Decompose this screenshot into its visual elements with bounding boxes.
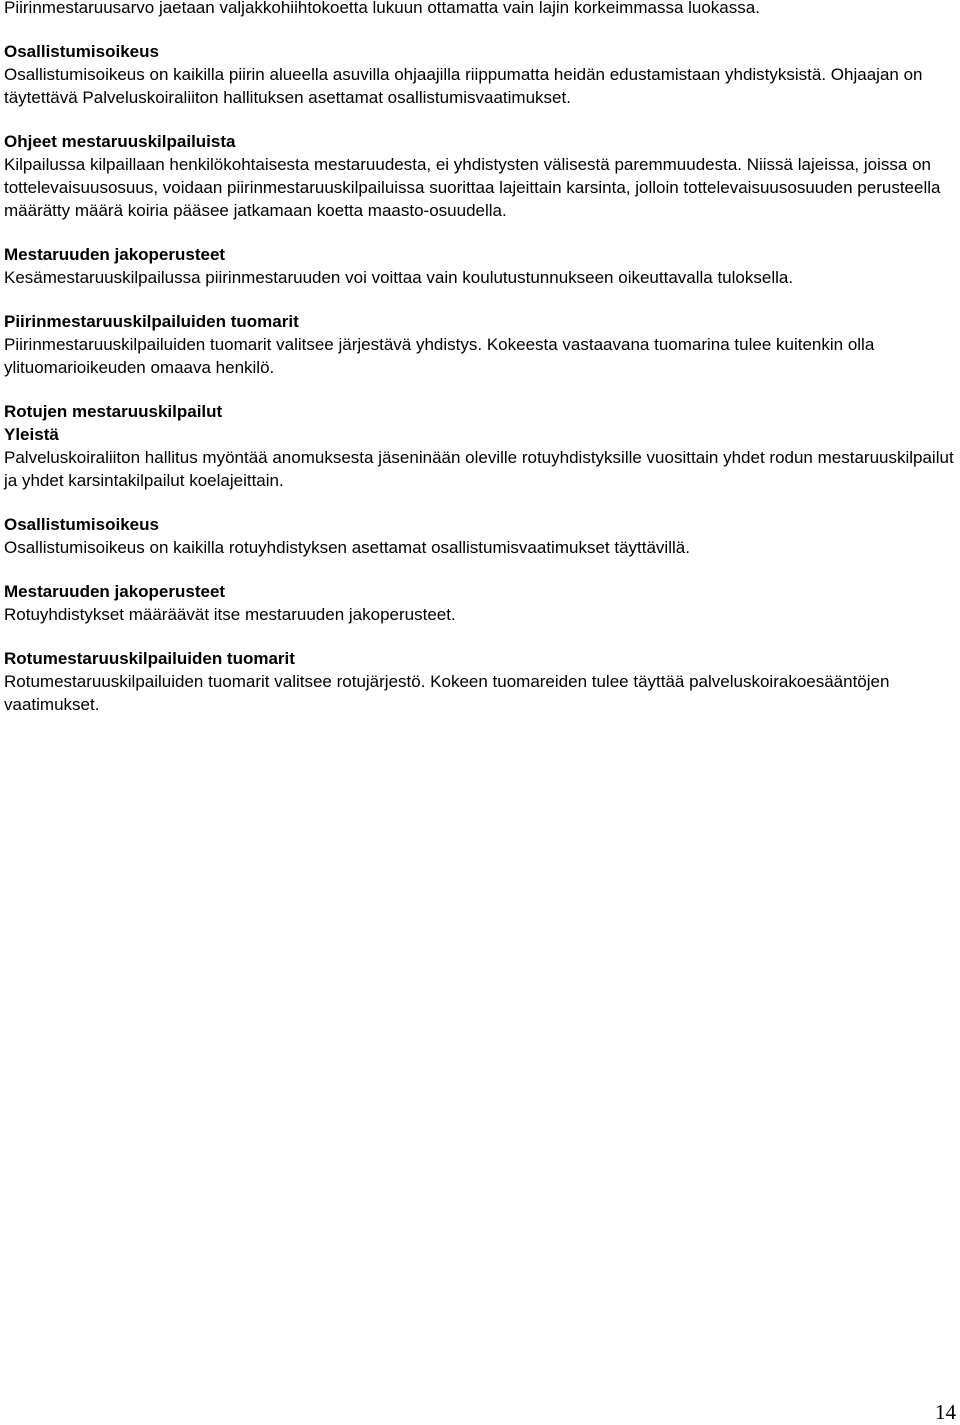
section-body: Rotuyhdistykset määräävät itse mestaruuden jakoperusteet.	[4, 605, 456, 624]
section-body: Kesämestaruuskilpailussa piirinmestaruuden voi voittaa vain koulutustunnukseen oikeuttavalla tuloksella.	[4, 268, 794, 287]
section-body: Osallistumisoikeus on kaikilla rotuyhdistyksen asettamat osallistumisvaatimukset täyttävillä.	[4, 538, 690, 557]
section-body: Palveluskoiraliiton hallitus myöntää anomuksesta jäseninään oleville rotuyhdistyksille vuosittain yhdet rodun mestaruuskilpailut ja yhdet karsintakilpailut koelajeittain.	[4, 448, 954, 490]
section-heading: Ohjeet mestaruuskilpailuista	[4, 132, 236, 151]
section-heading: Osallistumisoikeus	[4, 42, 159, 61]
section-body: Piirinmestaruuskilpailuiden tuomarit valitsee järjestävä yhdistys. Kokeesta vastaavana tuomarina tulee kuitenkin olla ylituomarioikeuden omaava henkilö.	[4, 335, 875, 377]
section-body: Kilpailussa kilpaillaan henkilökohtaisesta mestaruudesta, ei yhdistysten välisestä paremmuudesta. Niissä lajeissa, joissa on tottelevaisuusosuus, voidaan piirinmestaruuskilpailuissa suorittaa lajeittain karsinta, jolloin tottelevaisuusosuuden perusteella määrätty määrä koiria pääsee jatkamaan koetta maasto-osuudella.	[4, 155, 941, 220]
section-heading: Osallistumisoikeus	[4, 515, 159, 534]
breed-section-subtitle: Yleistä	[4, 425, 59, 444]
section-competition-instructions	[4, 130, 954, 222]
section-breed-participation	[4, 513, 954, 559]
section-participation	[4, 40, 954, 109]
section-breed-championships	[4, 400, 954, 492]
section-breed-judges	[4, 647, 954, 716]
page-number: 14	[935, 1400, 956, 1424]
section-breed-criteria	[4, 580, 954, 626]
section-championship-criteria	[4, 243, 954, 289]
section-heading: Mestaruuden jakoperusteet	[4, 245, 226, 264]
section-body: Rotumestaruuskilpailuiden tuomarit valitsee rotujärjestö. Kokeen tuomareiden tulee täyttää palveluskoirakoesääntöjen vaatimukset.	[4, 672, 890, 714]
section-heading: Mestaruuden jakoperusteet	[4, 582, 226, 601]
section-body: Osallistumisoikeus on kaikilla piirin alueella asuvilla ohjaajilla riippumatta heidän edustamistaan yhdistyksistä. Ohjaajan on täytettävä Palveluskoiraliiton hallituksen asettamat osallistumisvaatimukset.	[4, 65, 923, 107]
document-body	[4, 0, 954, 737]
section-judges	[4, 310, 954, 379]
breed-section-title: Rotujen mestaruuskilpailut	[4, 402, 223, 421]
section-heading: Rotumestaruuskilpailuiden tuomarit	[4, 649, 295, 668]
section-heading: Piirinmestaruuskilpailuiden tuomarit	[4, 312, 299, 331]
intro-paragraph: Piirinmestaruusarvo jaetaan valjakkohiihtokoetta lukuun ottamatta vain lajin korkeimmassa luokassa.	[4, 0, 760, 17]
